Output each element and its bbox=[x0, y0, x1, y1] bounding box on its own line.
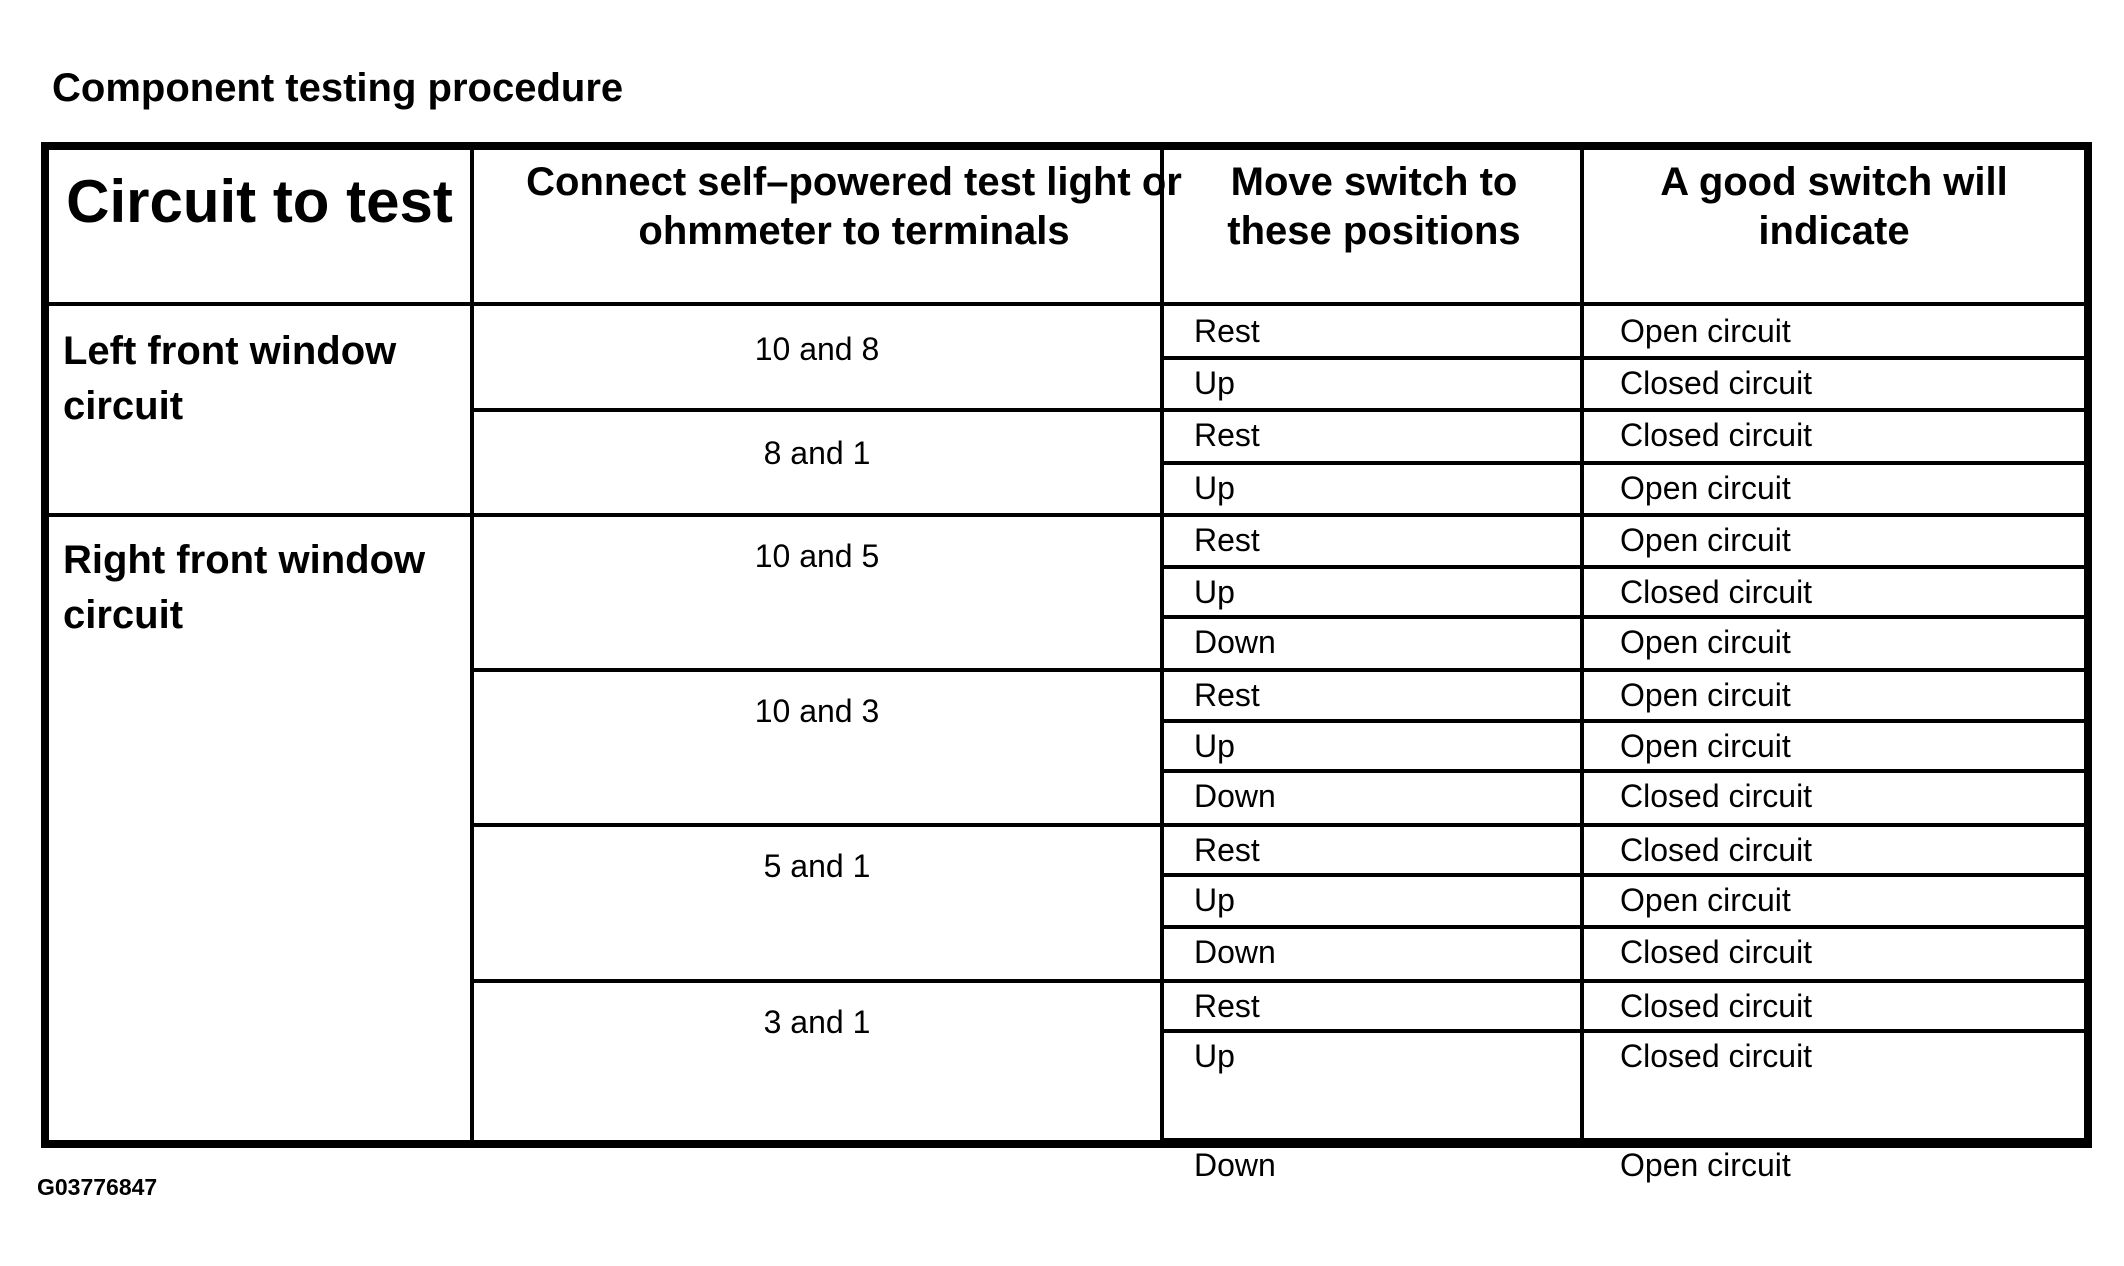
terminals-label: 10 and 3 bbox=[754, 693, 880, 729]
switch-indication: Closed circuit bbox=[1620, 934, 1813, 970]
row-divider bbox=[1164, 873, 2084, 877]
terminals-label: 10 and 5 bbox=[754, 538, 880, 574]
switch-position: Rest bbox=[1194, 522, 1260, 558]
row-divider bbox=[1164, 461, 2084, 465]
row-divider bbox=[1164, 615, 2084, 619]
switch-indication: Open circuit bbox=[1620, 1147, 1791, 1183]
group-divider bbox=[470, 668, 2084, 672]
group-divider bbox=[470, 408, 2084, 412]
switch-position: Rest bbox=[1194, 417, 1260, 453]
terminals-label: 8 and 1 bbox=[763, 435, 871, 471]
switch-indication: Open circuit bbox=[1620, 677, 1791, 713]
header-circuit-to-test: Circuit to test bbox=[66, 168, 453, 235]
row-divider bbox=[1164, 356, 2084, 360]
switch-indication: Open circuit bbox=[1620, 313, 1791, 349]
switch-indication: Closed circuit bbox=[1620, 417, 1813, 453]
circuit-divider bbox=[49, 513, 2084, 517]
header-good-switch: A good switch will indicate bbox=[1660, 160, 2008, 253]
switch-position: Rest bbox=[1194, 988, 1260, 1024]
figure-code: G03776847 bbox=[37, 1174, 158, 1200]
switch-indication: Closed circuit bbox=[1620, 832, 1813, 868]
row-divider bbox=[1164, 719, 2084, 723]
switch-position: Down bbox=[1194, 934, 1276, 970]
row-divider bbox=[1164, 1138, 2084, 1142]
testing-table bbox=[41, 142, 2092, 1183]
switch-position: Up bbox=[1194, 365, 1235, 401]
switch-position: Down bbox=[1194, 624, 1276, 660]
switch-position: Up bbox=[1194, 728, 1235, 764]
switch-position: Down bbox=[1194, 1147, 1276, 1183]
switch-position: Up bbox=[1194, 882, 1235, 918]
switch-indication: Closed circuit bbox=[1620, 1038, 1813, 1074]
column-divider bbox=[1160, 150, 1164, 1140]
switch-indication: Closed circuit bbox=[1620, 778, 1813, 814]
switch-position: Rest bbox=[1194, 313, 1260, 349]
row-divider bbox=[1164, 1029, 2084, 1033]
circuit-name: Right front window circuit bbox=[63, 538, 426, 637]
header-move-switch: Move switch to these positions bbox=[1227, 160, 1521, 253]
page-title: Component testing procedure bbox=[52, 66, 624, 110]
row-divider bbox=[1164, 565, 2084, 569]
row-divider bbox=[1164, 925, 2084, 929]
header-divider bbox=[49, 302, 2084, 306]
switch-position: Up bbox=[1194, 470, 1235, 506]
header-connect-terminals: Connect self–powered test light or ohmmeter to terminals bbox=[526, 160, 1182, 253]
terminals-label: 3 and 1 bbox=[763, 1004, 871, 1040]
switch-indication: Open circuit bbox=[1620, 624, 1791, 660]
switch-indication: Open circuit bbox=[1620, 470, 1791, 506]
switch-indication: Open circuit bbox=[1620, 882, 1791, 918]
column-divider bbox=[470, 150, 474, 1140]
switch-position: Down bbox=[1194, 778, 1276, 814]
terminals-label: 10 and 8 bbox=[754, 331, 880, 367]
group-divider bbox=[470, 823, 2084, 827]
switch-position: Up bbox=[1194, 574, 1235, 610]
switch-indication: Open circuit bbox=[1620, 728, 1791, 764]
switch-position: Rest bbox=[1194, 677, 1260, 713]
column-divider bbox=[1580, 150, 1584, 1140]
switch-indication: Closed circuit bbox=[1620, 574, 1813, 610]
switch-indication: Open circuit bbox=[1620, 522, 1791, 558]
group-divider bbox=[470, 979, 2084, 983]
circuit-name: Left front window circuit bbox=[63, 329, 397, 428]
terminals-label: 5 and 1 bbox=[763, 848, 871, 884]
row-divider bbox=[1164, 769, 2084, 773]
switch-position: Rest bbox=[1194, 832, 1260, 868]
switch-position: Up bbox=[1194, 1038, 1235, 1074]
switch-indication: Closed circuit bbox=[1620, 988, 1813, 1024]
switch-indication: Closed circuit bbox=[1620, 365, 1813, 401]
